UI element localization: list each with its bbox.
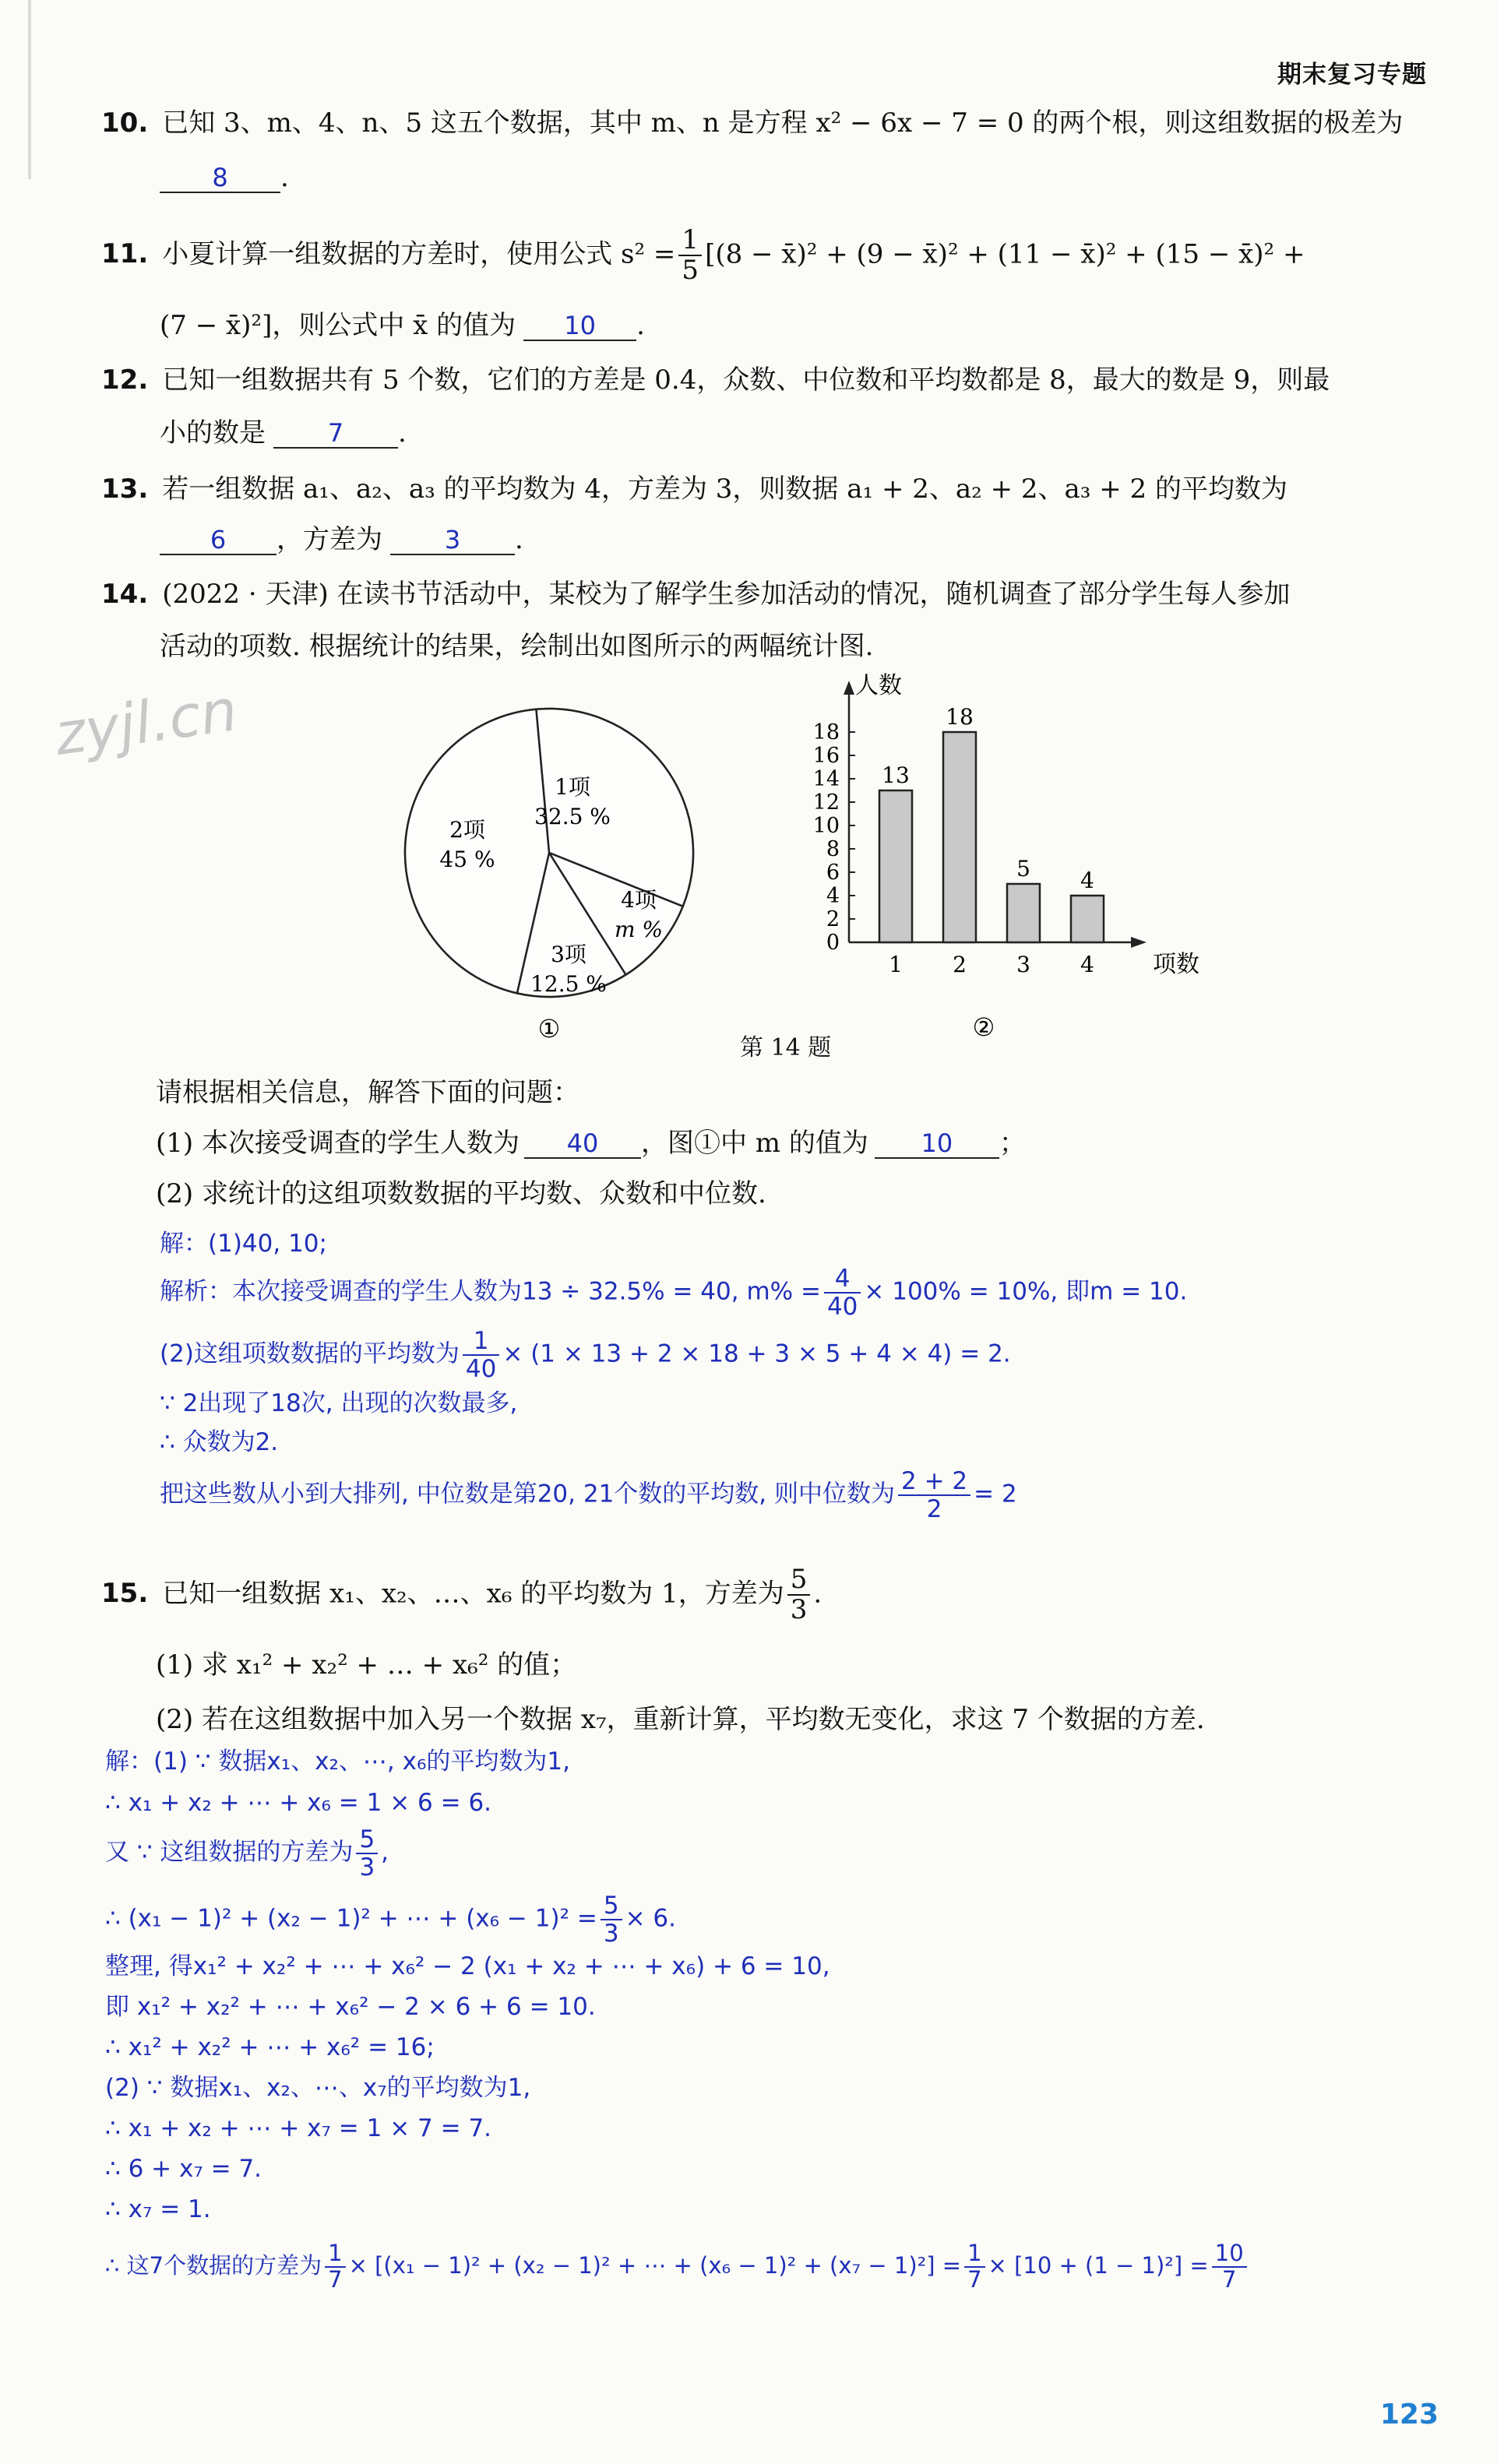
q10-number: 10. [101,107,149,139]
q15-s4-a: ∴ (x₁ − 1)² + (x₂ − 1)² + ⋯ + (x₆ − 1)² = [105,1904,597,1933]
q15-s4-frac [601,1892,622,1947]
bar-x-axis-arrow [1131,937,1147,948]
q15-sol-line11: ∴ x₇ = 1. [105,2195,211,2223]
bar-4 [1071,896,1104,942]
q11-end: . [636,310,645,341]
q15-s12-frac1 [325,2241,345,2293]
q15-sol-line2: ∴ x₁ + x₂ + ⋯ + x₆ = 1 × 6 = 6. [105,1789,492,1817]
q10-answer: 8 [160,165,280,193]
q15-s12-frac3-num: 10 [1212,2241,1247,2268]
bar-y-tick-label: 4 [826,884,840,908]
q11-fraction [678,226,702,286]
bar-y-axis-arrow [844,681,854,695]
bar-3 [1007,884,1040,942]
bar-y-tick-label: 14 [812,767,840,791]
margin-line [28,0,31,179]
q10-end: . [280,162,289,193]
q12-number: 12. [101,364,149,396]
bar-y-tick-label: 10 [812,814,840,838]
q15-number: 15. [101,1578,149,1610]
q14-sol2-b: × 100% = 10%, 即m = 10. [864,1277,1188,1306]
bar-x-axis-label: 项数 [1153,951,1199,978]
q14-sol2-frac-num: 4 [824,1265,861,1294]
q15-s4-b: × 6. [625,1904,676,1933]
q14-sub1-a: (1) 本次接受调查的学生人数为 [156,1128,520,1159]
q15-sol-line12 [105,2241,1250,2293]
bar-y-tick-label: 18 [812,720,840,744]
pie-slice-label-4: 4项 [621,887,657,913]
q14-sol-line1: 解：(1)40, 10; [160,1230,327,1258]
bar-x-tick-label: 1 [889,952,903,977]
q12-text-a: 已知一组数据共有 5 个数，它们的方差是 0.4，众数、中位数和平均数都是 8，最大的数是 9，则最 [162,364,1330,396]
q14-sub1-b: ，图①中 m 的值为 [640,1128,868,1159]
q10-line1 [101,109,1403,138]
pie-slice-value-3: 12.5 % [530,971,607,997]
q14-sol3-frac-den: 40 [465,1355,497,1384]
q13-mid: ，方差为 [277,524,382,555]
q15-s12-a: ∴ 这7个数据的方差为 [105,2251,322,2279]
q14-sol-line3 [160,1328,1011,1382]
q11-line1 [101,226,1305,286]
bar-y-tick-label: 12 [812,790,840,815]
q14-prompt: 请根据相关信息，解答下面的问题： [156,1077,579,1108]
q11-text-c: (7 − x̄)²]，则公式中 x̄ 的值为 [160,310,516,341]
bar-2 [943,732,976,942]
q15-sol-line9: ∴ x₁ + x₂ + ⋯ + x₇ = 1 × 7 = 7. [105,2114,492,2142]
q14-sol2-frac [824,1265,861,1320]
q11-line2 [160,312,645,341]
q10-line2 [160,164,289,193]
bar-y-tick-label: 6 [826,861,840,885]
q13-number: 13. [101,473,149,505]
q14-line2 [160,632,873,661]
q15-sub2: (2) 若在这组数据中加入另一个数据 x₇，重新计算，平均数无变化，求这 7 个数据的方差. [156,1704,1205,1735]
q15-text-a: 已知一组数据 x₁、x₂、…、x₆ 的平均数为 1，方差为 [162,1578,784,1610]
q15-sol-line5: 整理, 得x₁² + x₂² + ⋯ + x₆² − 2 (x₁ + x₂ + ⋯ + x₆) + 6 = 10, [105,1952,830,1980]
q14-sol2-a: 解析：本次接受调查的学生人数为13 ÷ 32.5% = 40, m% = [160,1277,821,1306]
q14-sol6-frac-den: 2 [926,1495,942,1524]
figure-caption: 第 14 题 [740,1034,832,1061]
q15-s12-frac3-den: 7 [1221,2265,1237,2293]
q10-text: 已知 3、m、4、n、5 这五个数据，其中 m、n 是方程 x² − 6x − 7 = 0 的两个根，则这组数据的极差为 [162,107,1404,139]
watermark: zyjl.cn [51,677,241,769]
q15-s4-frac-den: 3 [603,1920,619,1948]
q14-number: 14. [101,579,149,610]
pie-slice-label-1: 1项 [555,774,590,800]
q15-sub1: (1) 求 x₁² + x₂² + … + x₆² 的值； [156,1649,577,1681]
q14-sol3-b: × (1 × 13 + 2 × 18 + 3 × 5 + 4 × 4) = 2. [502,1339,1011,1368]
q13-answer-var: 3 [390,527,515,555]
q15-s12-b: × [(x₁ − 1)² + (x₂ − 1)² + ⋯ + (x₆ − 1)² + (x₇ − 1)²] = [348,2251,962,2279]
q15-sol-line6: 即 x₁² + x₂² + ⋯ + x₆² − 2 × 6 + 6 = 10. [105,1993,596,2021]
q15-s3-frac [356,1826,378,1881]
q14-sol3-a: (2)这组项数数据的平均数为 [160,1339,460,1368]
bar-chart [771,670,1207,1044]
q11-frac-num: 1 [678,226,702,256]
q15-sol-line3 [105,1826,389,1881]
bar-y-tick-label: 16 [812,744,840,768]
q15-s4-frac-num: 5 [601,1892,622,1920]
q11-text-b: [(8 − x̄)² + (9 − x̄)² + (11 − x̄)² + (15 − x̄)² + [705,238,1305,270]
q14-sub1 [156,1129,1026,1159]
q12-line1 [101,366,1330,395]
q13-text: 若一组数据 a₁、a₂、a₃ 的平均数为 4，方差为 3，则数据 a₁ + 2、a₂ + 2、a₃ + 2 的平均数为 [162,473,1287,505]
q13-answer-mean: 6 [160,527,277,555]
pie-slice-value-2: 45 % [439,847,495,872]
q15-s12-c: × [10 + (1 − 1)²] = [988,2251,1209,2279]
q14-sol3-frac-num: 1 [463,1328,499,1356]
q14-sol3-frac [463,1328,499,1382]
q15-s12-frac2 [964,2241,984,2293]
pie-figure-label: ① [537,1014,561,1044]
q14-sol6-frac-num: 2 + 2 [898,1468,970,1496]
q15-sol-line4 [105,1892,676,1947]
q15-s12-frac1-num: 1 [325,2241,345,2268]
q15-s12-frac2-den: 7 [967,2265,982,2293]
q15-s3-b: , [381,1838,389,1867]
q15-sol-line10: ∴ 6 + x₇ = 7. [105,2155,262,2183]
q14-sol-line4: ∵ 2出现了18次, 出现的次数最多, [160,1389,518,1417]
q14-sol6-frac [898,1468,970,1522]
q14-sol6-a: 把这些数从小到大排列, 中位数是第20, 21个数的平均数, 则中位数为 [160,1480,896,1508]
q12-text-b: 小的数是 [160,417,266,449]
q15-s3-frac-den: 3 [359,1853,375,1882]
q14-line1 [101,580,1291,609]
q15-s12-frac3 [1212,2241,1247,2293]
page-header: 期末复习专题 [1277,61,1427,89]
q11-text-a: 小夏计算一组数据的方差时，使用公式 s² = [162,238,676,270]
q15-s12-frac1-den: 7 [328,2265,343,2293]
page-number: 123 [1379,2399,1439,2431]
bar-figure-label: ② [972,1012,995,1042]
q11-frac-den: 5 [682,255,699,287]
q14-sol6-b: = 2 [974,1480,1017,1508]
q15-sol-line1: 解：(1) ∵ 数据x₁、x₂、⋯, x₆的平均数为1, [105,1748,570,1776]
q14-answer-m: 10 [875,1131,999,1159]
q15-sol-line7: ∴ x₁² + x₂² + ⋯ + x₆² = 16; [105,2033,435,2061]
bar-1 [879,790,912,942]
q15-sol-line8: (2) ∵ 数据x₁、x₂、⋯、x₇的平均数为1, [105,2074,531,2102]
q15-frac-den: 3 [790,1594,808,1626]
q14-sol-line5: ∴ 众数为2. [160,1428,279,1456]
bar-data-label: 5 [1016,856,1030,882]
q15-s12-frac2-num: 1 [964,2241,984,2268]
bar-data-label: 13 [882,762,910,788]
q13-line1 [101,475,1287,504]
q15-s3-a: 又 ∵ 这组数据的方差为 [105,1838,354,1867]
q14-sol-line2 [160,1265,1187,1320]
q12-answer: 7 [273,421,398,449]
q14-sub2: (2) 求统计的这组项数数据的平均数、众数和中位数. [156,1178,766,1209]
q14-answer-count: 40 [524,1131,641,1159]
q15-frac-num: 5 [787,1565,811,1596]
bar-y-tick-label: 0 [826,931,840,955]
pie-slice-value-1: 32.5 % [534,804,611,829]
q14-sub1-end: ； [999,1128,1026,1159]
bar-y-axis-label: 人数 [855,672,902,699]
bar-x-tick-label: 4 [1080,952,1094,977]
q12-line2 [160,419,407,449]
q14-sol-line6 [160,1468,1017,1522]
bar-x-tick-label: 3 [1016,952,1030,977]
q13-line2 [160,526,523,555]
q13-end: . [515,524,523,555]
bar-x-tick-label: 2 [953,952,967,977]
q11-number: 11. [101,238,149,270]
q15-line1 [101,1565,822,1625]
q15-fraction [787,1565,811,1625]
bar-data-label: 4 [1080,868,1094,893]
q11-answer: 10 [523,313,636,341]
q15-end: . [813,1578,822,1610]
pie-slice-value-4: m % [614,917,664,942]
bar-data-label: 18 [946,704,974,730]
q14-text-a: (2022 · 天津) 在读书节活动中，某校为了解学生参加活动的情况，随机调查了部分学生每人参加 [162,579,1291,610]
q15-s3-frac-num: 5 [356,1826,378,1854]
q12-end: . [398,417,407,449]
pie-chart [397,693,724,1044]
bar-y-tick-label: 2 [826,907,840,931]
pie-slice-label-3: 3项 [551,942,586,967]
pie-slice-label-2: 2项 [449,817,485,843]
q14-sol2-frac-den: 40 [826,1293,858,1322]
q14-text-b: 活动的项数. 根据统计的结果，绘制出如图所示的两幅统计图. [160,631,874,662]
bar-y-tick-label: 8 [826,837,840,861]
